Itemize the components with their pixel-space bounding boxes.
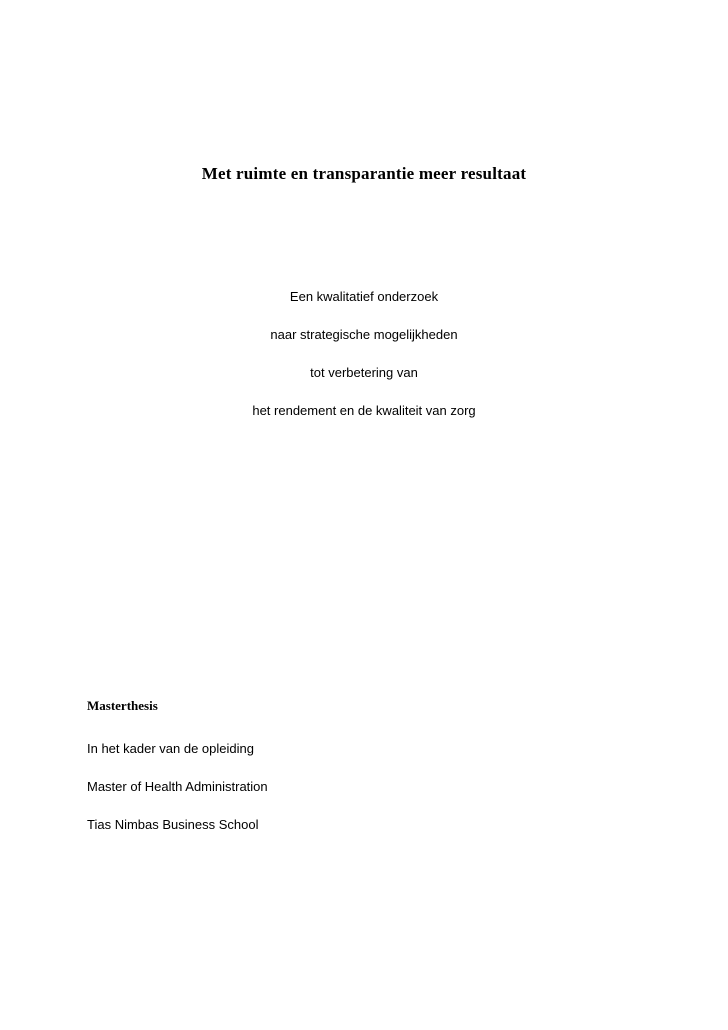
program-info-line: Tias Nimbas Business School (87, 817, 259, 832)
subtitle-line: naar strategische mogelijkheden (270, 327, 458, 342)
program-info-line: Master of Health Administration (87, 779, 268, 794)
program-info (87, 740, 268, 854)
subtitle-line: het rendement en de kwaliteit van zorg (252, 403, 476, 418)
thesis-title: Met ruimte en transparantie meer resultaat (201, 164, 527, 183)
subtitle-block (0, 288, 728, 440)
thesis-type-heading: Masterthesis (87, 698, 158, 713)
program-info-line: In het kader van de opleiding (87, 741, 254, 756)
subtitle-line: tot verbetering van (310, 365, 418, 380)
subtitle-line: Een kwalitatief onderzoek (289, 289, 439, 304)
